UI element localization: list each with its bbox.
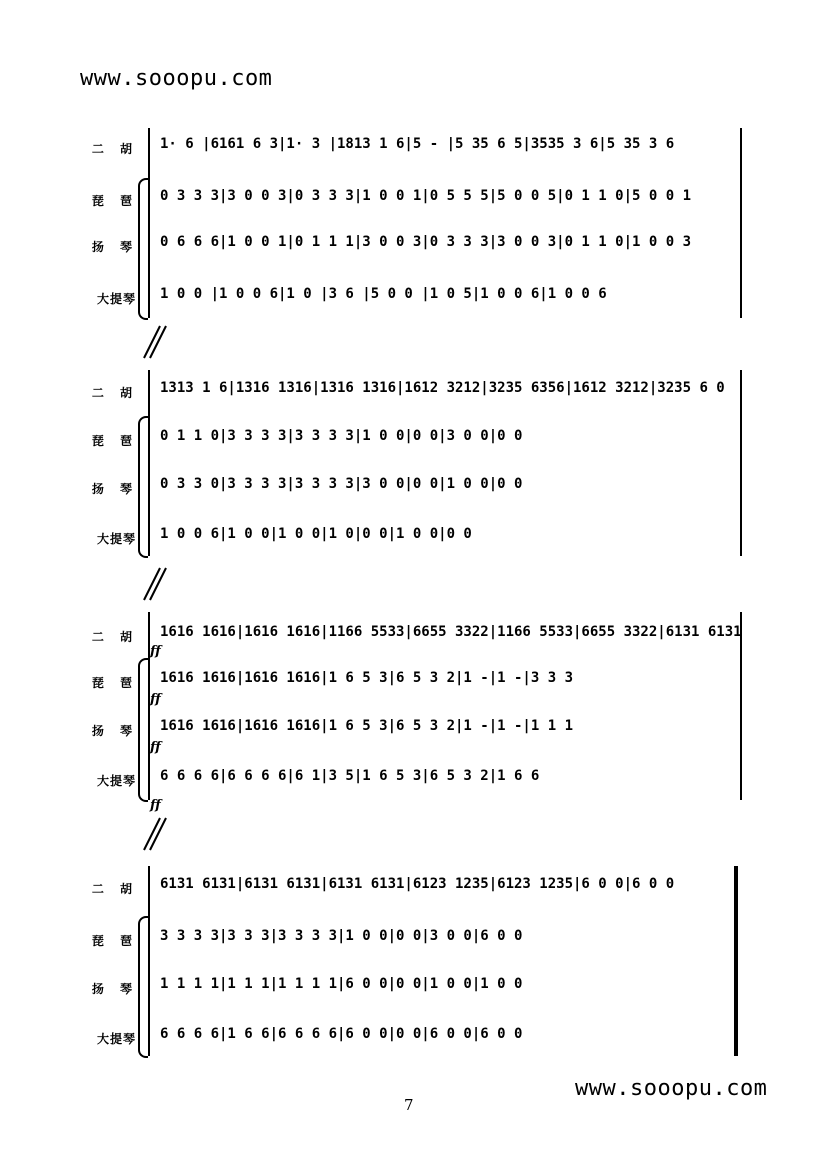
staff-row [0, 870, 826, 904]
staff-row [0, 280, 826, 314]
dynamic-marking: ff [150, 644, 161, 659]
staff-row [0, 922, 826, 956]
staff-row [0, 664, 826, 698]
instrument-label: 大提琴 [96, 1032, 136, 1046]
notation-line: 1616 1616|1616 1616|1 6 5 3|6 5 3 2|1 -|1 -|1 1 1 [160, 718, 574, 734]
instrument-label: 扬 琴 [91, 982, 138, 996]
staff-row [0, 470, 826, 504]
staff-row [0, 422, 826, 456]
instrument-label: 琵 琶 [91, 676, 138, 690]
system-separator [138, 816, 168, 852]
notation-line: 1· 6 |6161 6 3|1· 3 |1813 1 6|5 - |5 35 6 5|3535 3 6|5 35 3 6 [160, 136, 675, 152]
instrument-label: 大提琴 [96, 532, 136, 546]
staff-row [0, 374, 826, 408]
watermark-bottom: www.sooopu.com [575, 1076, 768, 1101]
staff-row [0, 520, 826, 554]
instrument-label: 二 胡 [91, 882, 138, 896]
watermark-top: www.sooopu.com [80, 66, 273, 91]
notation-line: 6 6 6 6|1 6 6|6 6 6 6|6 0 0|0 0|6 0 0|6 0 0 [160, 1026, 523, 1042]
system-separator [138, 566, 168, 602]
staff-row [0, 1020, 826, 1054]
notation-line: 0 6 6 6|1 0 0 1|0 1 1 1|3 0 0 3|0 3 3 3|3 0 0 3|0 1 1 0|1 0 0 3 [160, 234, 692, 250]
instrument-label: 扬 琴 [91, 240, 138, 254]
instrument-label: 扬 琴 [91, 482, 138, 496]
staff-row [0, 182, 826, 216]
notation-line: 1616 1616|1616 1616|1 6 5 3|6 5 3 2|1 -|1 -|3 3 3 [160, 670, 574, 686]
notation-line: 6131 6131|6131 6131|6131 6131|6123 1235|6123 1235|6 0 0|6 0 0 [160, 876, 675, 892]
dynamic-marking: ff [150, 740, 161, 755]
instrument-label: 二 胡 [91, 142, 138, 156]
notation-line: 6 6 6 6|6 6 6 6|6 1|3 5|1 6 5 3|6 5 3 2|1 6 6 [160, 768, 540, 784]
instrument-label: 琵 琶 [91, 934, 138, 948]
dynamic-marking: ff [150, 798, 161, 813]
instrument-label: 二 胡 [91, 386, 138, 400]
notation-line: 0 3 3 0|3 3 3 3|3 3 3 3|3 0 0|0 0|1 0 0|0 0 [160, 476, 523, 492]
notation-line: 0 1 1 0|3 3 3 3|3 3 3 3|1 0 0|0 0|3 0 0|0 0 [160, 428, 523, 444]
staff-row [0, 228, 826, 262]
notation-line: 1616 1616|1616 1616|1166 5533|6655 3322|1166 5533|6655 3322|6131 6131 [160, 624, 742, 640]
instrument-label: 琵 琶 [91, 434, 138, 448]
notation-line: 1 1 1 1|1 1 1|1 1 1 1|6 0 0|0 0|1 0 0|1 0 0 [160, 976, 523, 992]
notation-line: 1 0 0 |1 0 0 6|1 0 |3 6 |5 0 0 |1 0 5|1 0 0 6|1 0 0 6 [160, 286, 607, 302]
page-number: 7 [404, 1096, 414, 1114]
instrument-label: 二 胡 [91, 630, 138, 644]
staff-row [0, 970, 826, 1004]
instrument-label: 大提琴 [96, 292, 136, 306]
staff-row [0, 618, 826, 652]
notation-line: 1 0 0 6|1 0 0|1 0 0|1 0|0 0|1 0 0|0 0 [160, 526, 472, 542]
system-separator [138, 324, 168, 360]
notation-line: 1313 1 6|1316 1316|1316 1316|1612 3212|3235 6356|1612 3212|3235 6 0 [160, 380, 725, 396]
instrument-label: 扬 琴 [91, 724, 138, 738]
staff-row [0, 130, 826, 164]
instrument-label: 琵 琶 [91, 194, 138, 208]
notation-line: 0 3 3 3|3 0 0 3|0 3 3 3|1 0 0 1|0 5 5 5|5 0 0 5|0 1 1 0|5 0 0 1 [160, 188, 692, 204]
dynamic-marking: ff [150, 692, 161, 707]
notation-line: 3 3 3 3|3 3 3|3 3 3 3|1 0 0|0 0|3 0 0|6 0 0 [160, 928, 523, 944]
staff-row [0, 712, 826, 746]
instrument-label: 大提琴 [96, 774, 136, 788]
staff-row [0, 762, 826, 796]
